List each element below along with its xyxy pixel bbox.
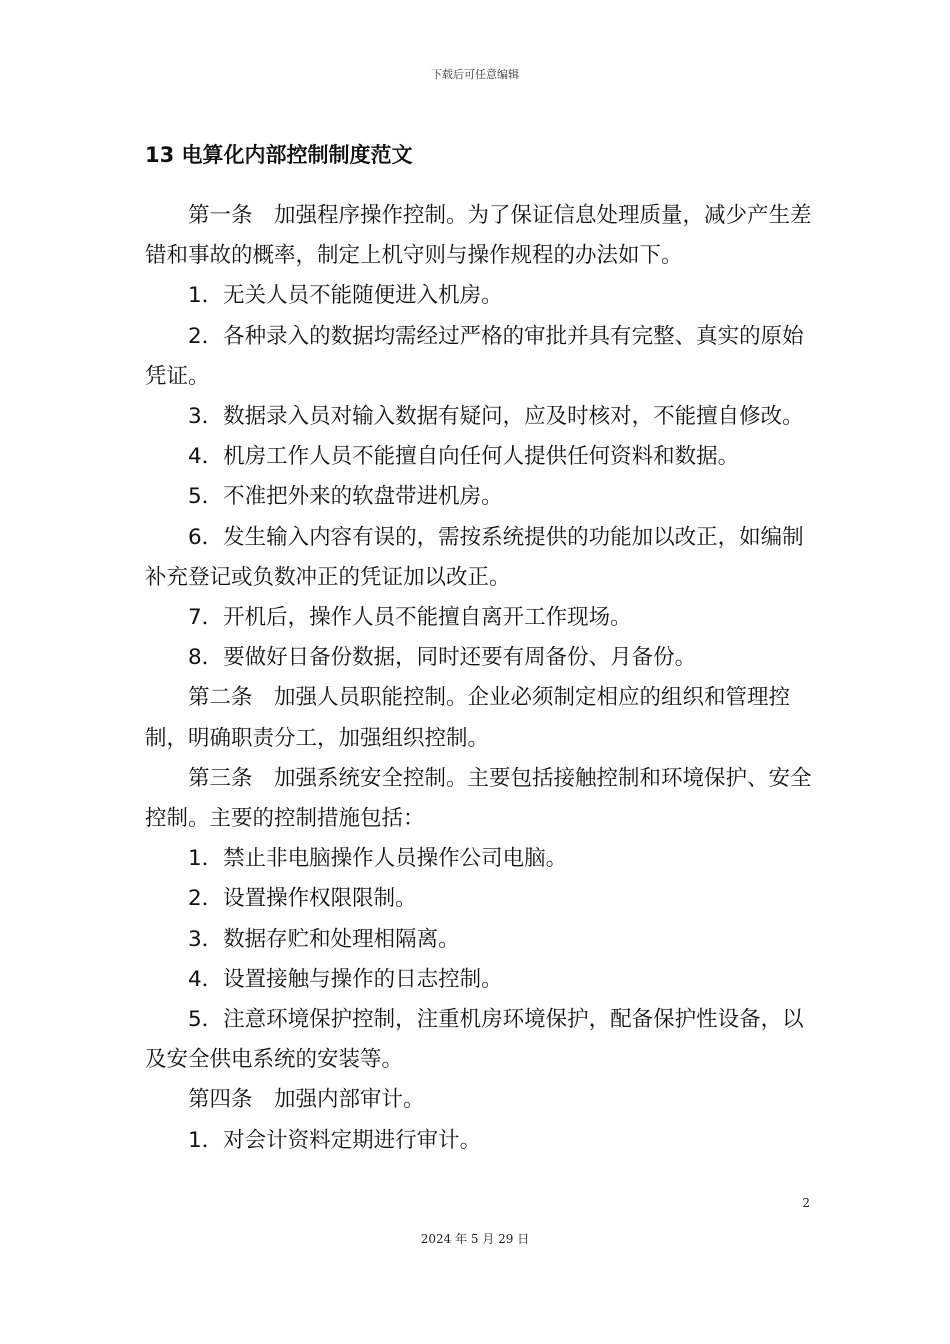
paragraph-article-2: 第二条 加强人员职能控制。企业必须制定相应的组织和管理控制，明确职责分工，加强组织控制。 <box>145 685 791 751</box>
paragraph-item: 8．要做好日备份数据，同时还要有周备份、月备份。 <box>188 645 697 671</box>
paragraph-item: 1．对会计资料定期进行审计。 <box>188 1127 482 1153</box>
paragraph-article-4: 第四条 加强内部审计。 <box>188 1087 425 1113</box>
header-note: 下载后可任意编辑 <box>431 68 519 81</box>
paragraph-item: 1．无关人员不能随便进入机房。 <box>188 283 503 309</box>
paragraph-article-1: 第一条 加强程序操作控制。为了保证信息处理质量，减少产生差错和事故的概率，制定上机守则与操作规程的办法如下。 <box>145 203 812 269</box>
paragraph-item: 5．不准把外来的软盘带进机房。 <box>188 484 503 510</box>
paragraph-article-3: 第三条 加强系统安全控制。主要包括接触控制和环境保护、安全控制。主要的控制措施包括： <box>145 765 812 832</box>
paragraph-item: 3．数据存贮和处理相隔离。 <box>188 926 460 952</box>
paragraph-item: 6．发生输入内容有误的，需按系统提供的功能加以改正，如编制补充登记或负数冲正的凭证加以改正。 <box>145 524 804 590</box>
document-body <box>145 196 817 1161</box>
paragraph-item: 7．开机后，操作人员不能擅自离开工作现场。 <box>188 605 632 631</box>
paragraph-item: 2．设置操作权限限制。 <box>188 886 417 912</box>
page-number: 2 <box>802 1196 810 1210</box>
document-title: 13 电算化内部控制制度范文 <box>145 143 413 167</box>
footer-date: 2024 年 5 月 29 日 <box>420 1232 530 1246</box>
paragraph-item: 4．机房工作人员不能擅自向任何人提供任何资料和数据。 <box>188 444 740 470</box>
paragraph-item: 1．禁止非电脑操作人员操作公司电脑。 <box>188 846 568 872</box>
paragraph-item: 5．注意环境保护控制，注重机房环境保护，配备保护性设备，以及安全供电系统的安装等。 <box>145 1007 804 1073</box>
paragraph-item: 3．数据录入员对输入数据有疑问，应及时核对，不能擅自修改。 <box>188 404 804 430</box>
paragraph-item: 4．设置接触与操作的日志控制。 <box>188 966 503 992</box>
paragraph-item: 2．各种录入的数据均需经过严格的审批并具有完整、真实的原始凭证。 <box>145 323 804 389</box>
